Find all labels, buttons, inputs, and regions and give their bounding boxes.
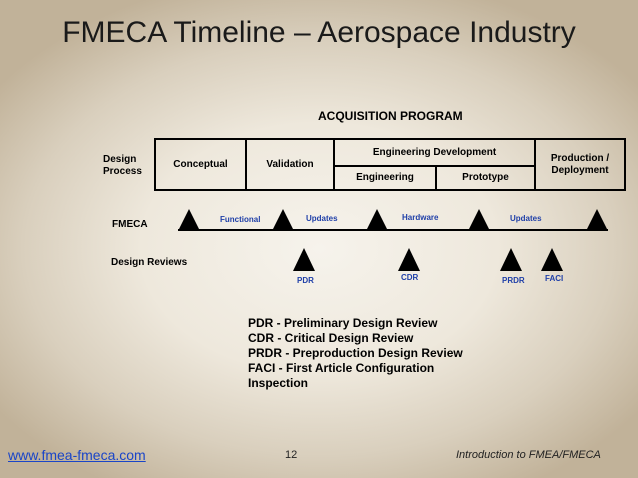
- fmeca-milestone-marker: [272, 209, 294, 231]
- fmeca-functional-label: Functional: [220, 215, 261, 224]
- legend-line: FACI - First Article Configuration: [248, 361, 435, 375]
- fmeca-hardware-label: Hardware: [402, 213, 439, 222]
- legend-line: PRDR - Preproduction Design Review: [248, 346, 463, 360]
- fmeca-updates-label-2: Updates: [510, 214, 542, 223]
- fmeca-milestone-marker: [586, 209, 608, 231]
- design-reviews-label: Design Reviews: [111, 257, 188, 268]
- pdr-review-marker: [293, 248, 315, 271]
- prdr-review-marker: [500, 248, 522, 271]
- legend-line: Inspection: [248, 376, 309, 390]
- design-process-label: Design Process: [103, 154, 142, 177]
- website-link[interactable]: www.fmea-fmeca.com: [8, 447, 146, 463]
- pdr-label: PDR: [297, 276, 314, 285]
- phase-validation-label: Validation: [266, 158, 314, 170]
- page-number: 12: [285, 449, 298, 461]
- phase-engineering-development-label: Engineering Development: [372, 146, 497, 158]
- cdr-label: CDR: [401, 273, 419, 282]
- fmeca-milestone-marker: [366, 209, 388, 231]
- fmeca-milestone-marker: [178, 209, 200, 231]
- fmeca-updates-label: Updates: [306, 214, 338, 223]
- fmeca-row-label: FMECA: [112, 219, 148, 230]
- prdr-label: PRDR: [502, 276, 525, 285]
- phase-prototype-label: Prototype: [462, 172, 509, 183]
- phase-conceptual-label: Conceptual: [173, 158, 228, 170]
- fmeca-milestone-marker: [468, 209, 490, 231]
- acronym-legend: [248, 316, 463, 391]
- phase-engineering-label: Engineering: [356, 172, 414, 183]
- acquisition-program-label: ACQUISITION PROGRAM: [318, 109, 463, 123]
- phase-production-label: Production / Deployment: [550, 152, 610, 176]
- legend-line: PDR - Preliminary Design Review: [248, 316, 438, 330]
- cdr-review-marker: [398, 248, 420, 271]
- faci-review-marker: [541, 248, 563, 271]
- footer-course-title: Introduction to FMEA/FMECA: [456, 449, 601, 461]
- slide-title: FMECA Timeline – Aerospace Industry: [62, 16, 576, 49]
- legend-line: CDR - Critical Design Review: [248, 331, 414, 345]
- faci-label: FACI: [545, 274, 564, 283]
